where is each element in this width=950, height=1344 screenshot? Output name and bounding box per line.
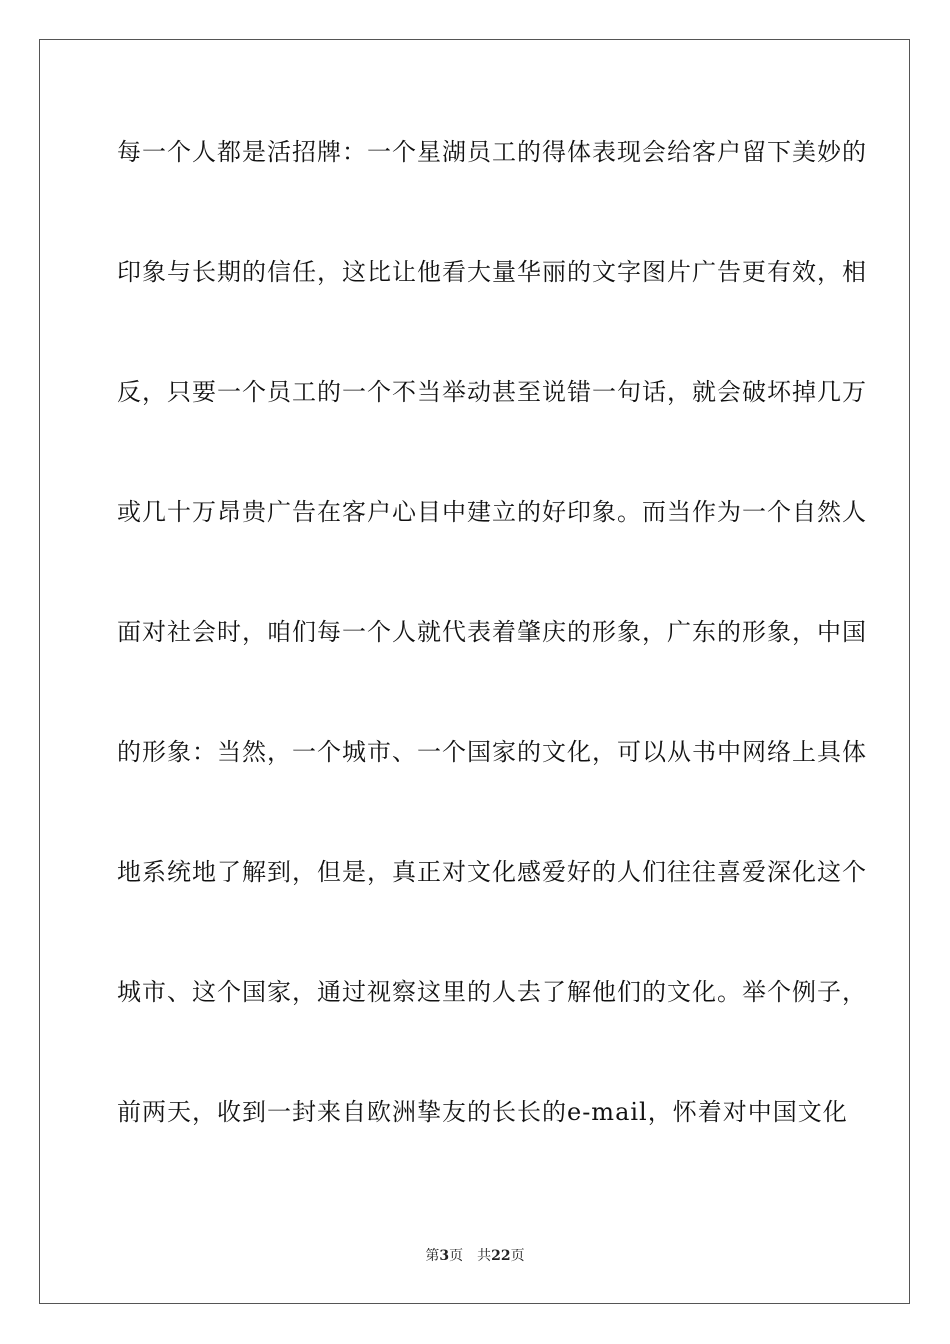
body-text-line: 前两天，收到一封来自欧洲挚友的长长的e-mail，怀着对中国文化 [117,1098,848,1126]
total-prefix: 共 [477,1248,492,1264]
page-number: 3 [439,1248,450,1264]
body-text-line: 或几十万昂贵广告在客户心目中建立的好印象。而当作为一个自然人 [117,498,867,526]
page-prefix: 第 [425,1248,440,1264]
body-text-line: 面对社会时，咱们每一个人就代表着肇庆的形象，广东的形象，中国 [117,618,867,646]
total-suffix: 页 [510,1248,525,1264]
page-footer [0,1247,950,1265]
body-text-line: 印象与长期的信任，这比让他看大量华丽的文字图片广告更有效，相 [117,258,867,286]
total-pages: 22 [491,1248,511,1264]
body-text-line: 每一个人都是活招牌：一个星湖员工的得体表现会给客户留下美妙的 [117,138,867,166]
body-text-line: 反，只要一个员工的一个不当举动甚至说错一句话，就会破坏掉几万 [117,378,867,406]
page-suffix: 页 [449,1248,464,1264]
body-text-line: 城市、这个国家，通过视察这里的人去了解他们的文化。举个例子， [117,978,867,1006]
body-text-line: 地系统地了解到，但是，真正对文化感爱好的人们往往喜爱深化这个 [117,858,867,886]
body-text-line: 的形象：当然，一个城市、一个国家的文化，可以从书中网络上具体 [117,738,867,766]
